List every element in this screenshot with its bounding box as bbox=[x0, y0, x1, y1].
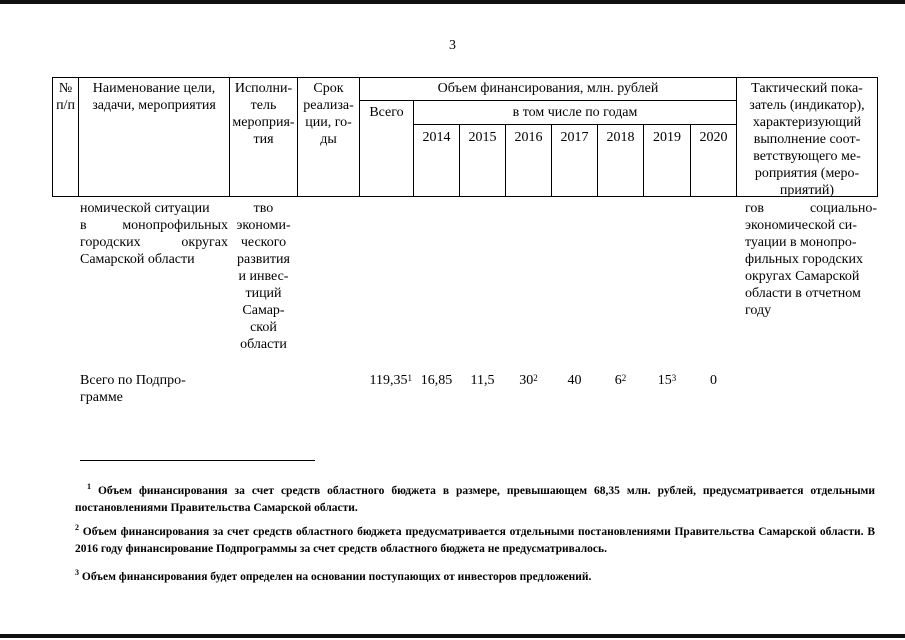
top-border bbox=[0, 0, 905, 4]
header-by-years: в том числе по годам bbox=[512, 105, 638, 120]
header-year-2020: 2020 bbox=[699, 130, 728, 145]
header-year-2016: 2016 bbox=[514, 130, 543, 145]
header-indicator: Тактический пока- затель (индикатор), характеризующий выполнение соот- ветствующего ме- роприятия (меро- приятий) bbox=[749, 81, 865, 198]
header-year-2014: 2014 bbox=[422, 130, 451, 145]
footnote-2: $^2$ Объем финансирования за счет средств областного бюджета предусматривается отдельными постановлениями Правительства Самарской области. В 2016 году финансирование Подпрограммы за счет средств областного бюджета не предусматривалось. bbox=[75, 523, 875, 555]
header-term: Срок реализа- ции, го- ды bbox=[303, 81, 354, 147]
header-year-2019: 2019 bbox=[653, 130, 681, 145]
total-row-2017: 40 bbox=[567, 373, 582, 388]
footnote-separator bbox=[80, 460, 315, 461]
total-row-2019: $15^3$ bbox=[657, 373, 677, 388]
total-row-2015: 11,5 bbox=[470, 373, 495, 388]
row-executor-continued: тво экономи- ческого развития и инвес- тиций Самар- ской области bbox=[236, 201, 291, 352]
header-year-2015: 2015 bbox=[468, 130, 497, 145]
row-indicator-continued: гов социально- экономической си- туации в монопро- фильных городских округах Самарской области в отчетном году bbox=[745, 201, 877, 318]
total-row-2018: $6^2$ bbox=[614, 373, 627, 388]
header-total: Всего bbox=[369, 105, 404, 120]
total-row-2016: $30^2$ bbox=[519, 373, 538, 388]
header-year-2018: 2018 bbox=[606, 130, 635, 145]
total-row-2020: 0 bbox=[710, 373, 717, 388]
header-num: № п/п bbox=[56, 81, 75, 113]
total-row-2014: 16,85 bbox=[420, 373, 453, 388]
header-name: Наименование цели, задачи, мероприятия bbox=[92, 81, 216, 113]
total-row-sum: 119,35$^1$ bbox=[369, 373, 412, 388]
page-number: 3 bbox=[449, 38, 456, 53]
footnote-1: $^1$ Объем финансирования за счет средств областного бюджета в размере, превышающем 68,35 млн. рублей, предусматривается отдельными постановлениями Правительства Самарской области. bbox=[75, 482, 876, 514]
total-row-label: Всего по Подпро- грамме bbox=[80, 373, 186, 405]
header-executor: Исполни- тель мероприя- тия bbox=[232, 81, 295, 147]
header-year-2017: 2017 bbox=[560, 130, 589, 145]
row-name-continued: номической ситуации в монопрофильных городских округах Самарской области bbox=[80, 201, 228, 267]
footnote-3: $^3$ Объем финансирования будет определен на основании поступающих от инвесторов предложений. bbox=[75, 568, 592, 583]
header-funding: Объем финансирования, млн. рублей bbox=[437, 81, 659, 96]
bottom-border bbox=[0, 634, 905, 638]
